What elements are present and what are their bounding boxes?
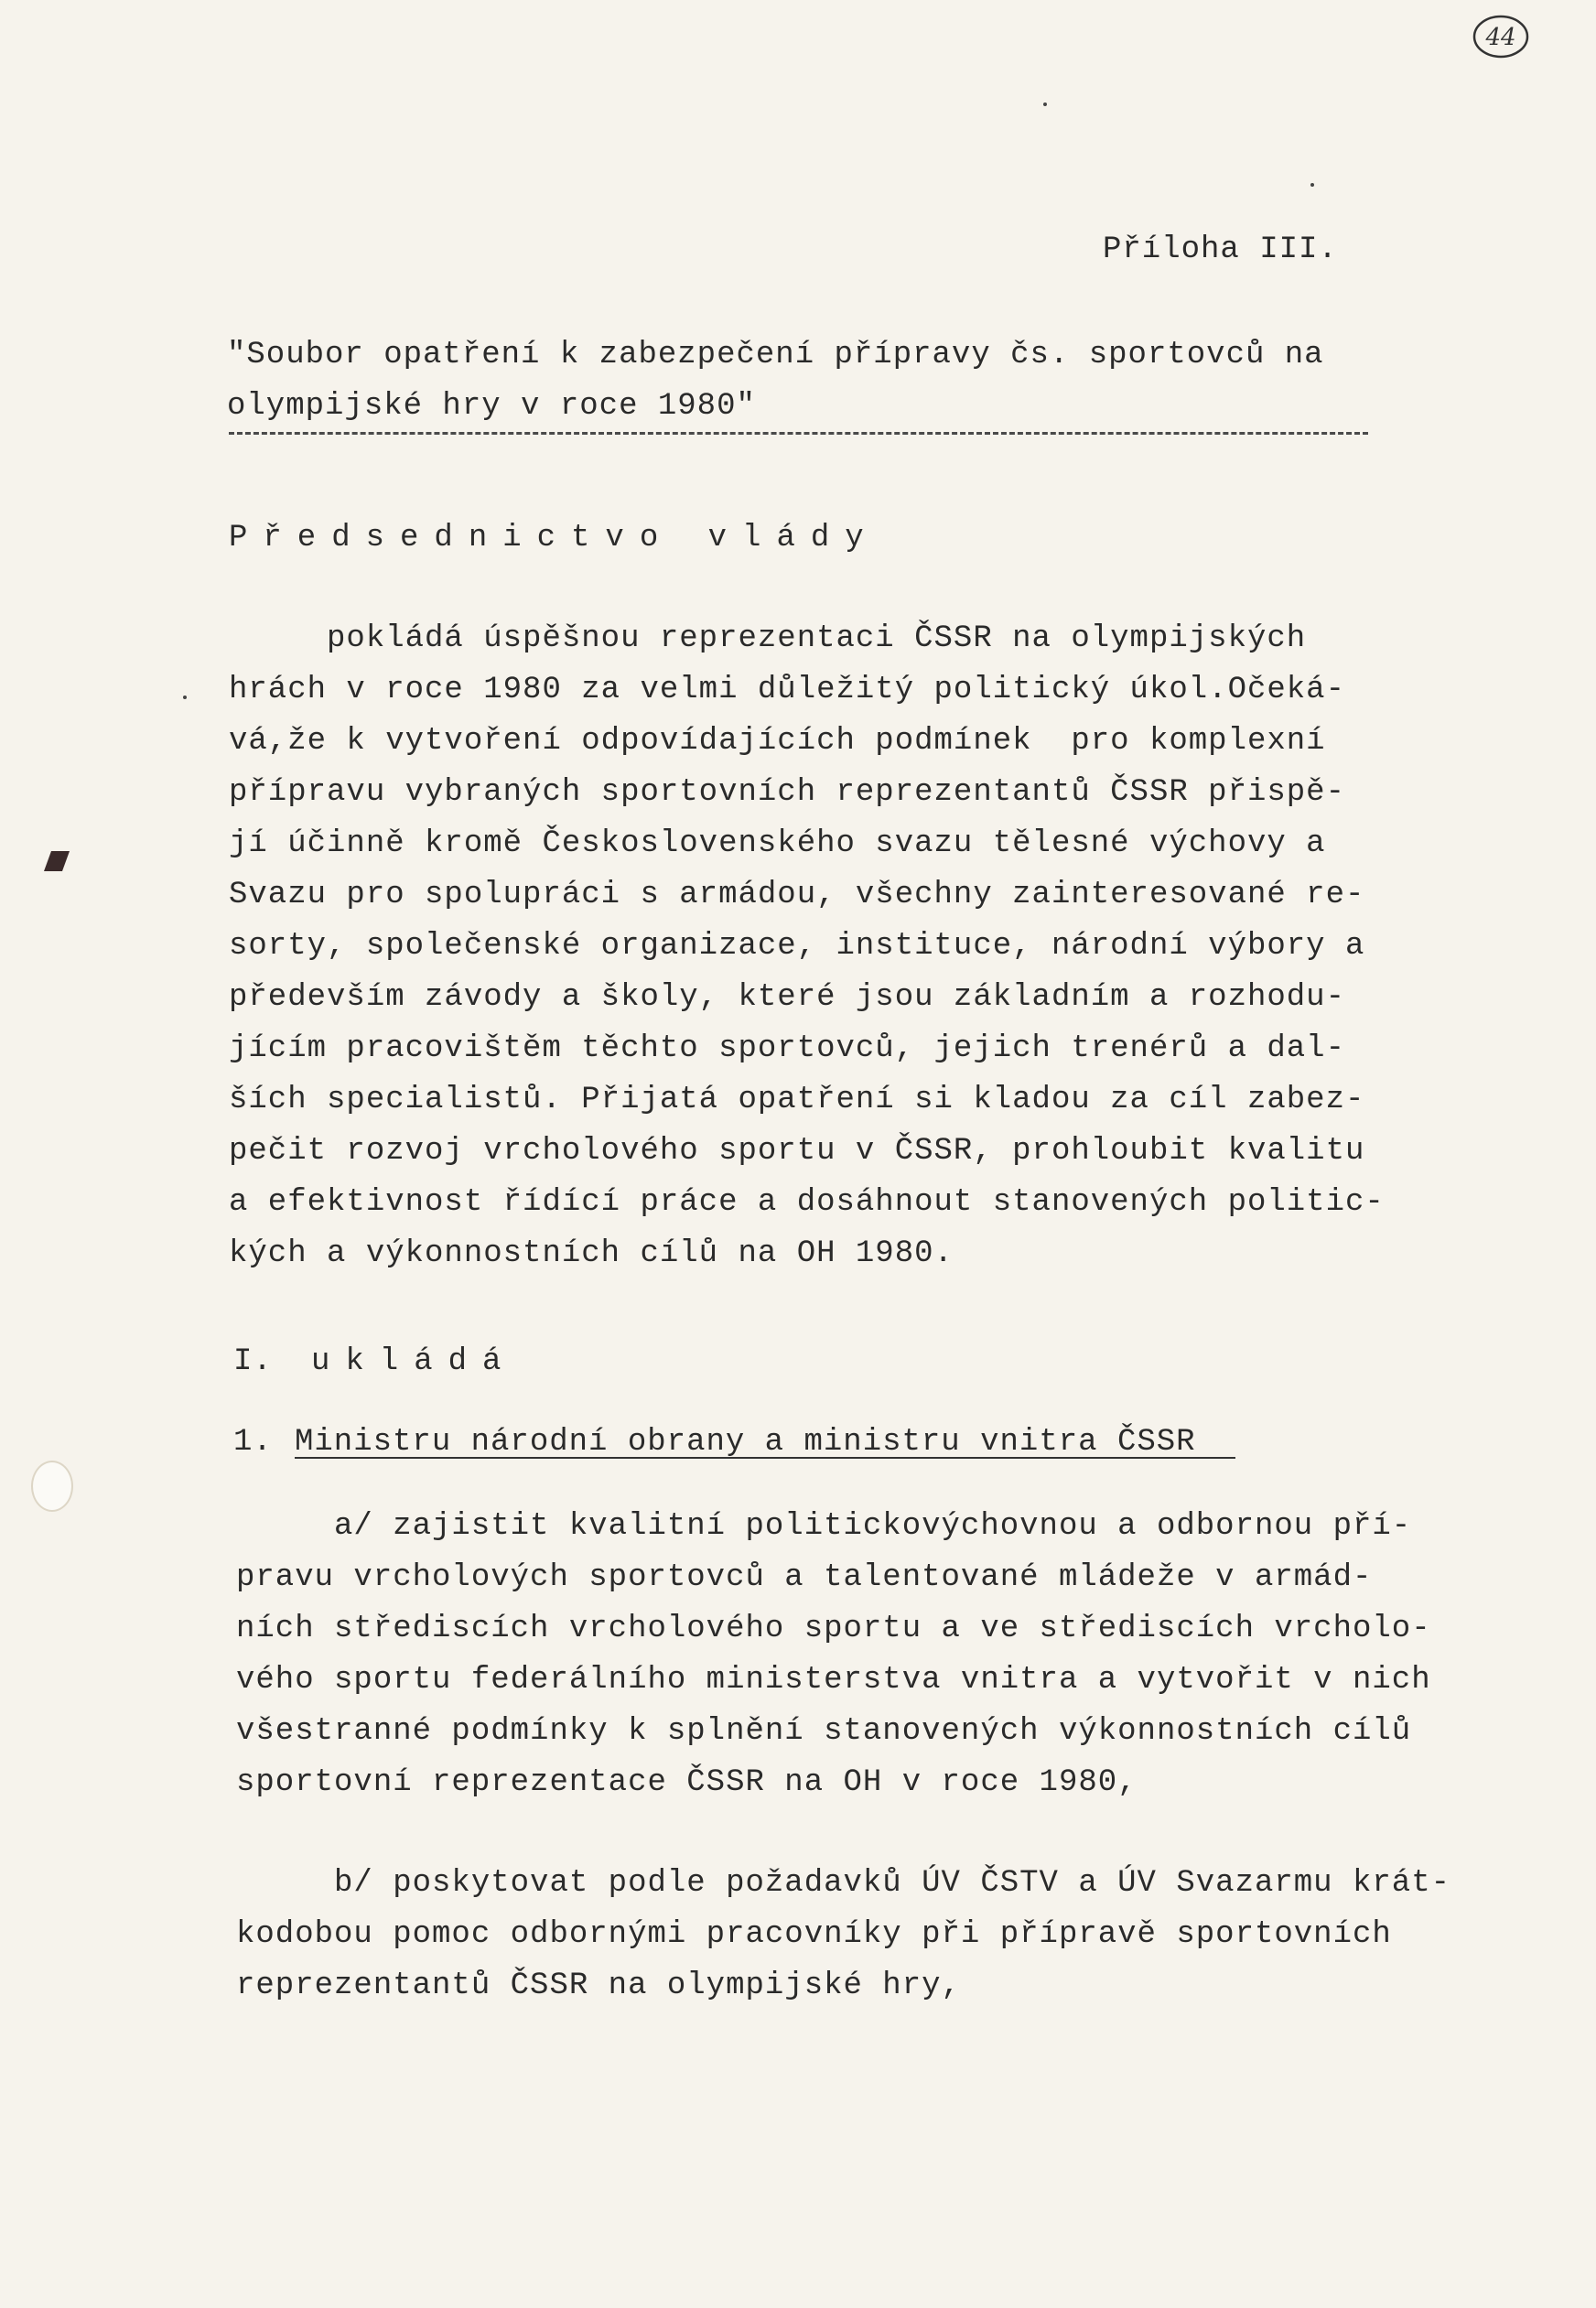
page-number-text: 44 xyxy=(1485,24,1516,51)
point-b-line: b/ poskytovat podle požadavků ÚV ČSTV a ÚV Svazarmu krát- xyxy=(236,1866,1451,1901)
point-a-line: všestranné podmínky k splnění stanovených výkonnostních cílů xyxy=(236,1714,1412,1749)
point-a-line: ních střediscích vrcholového sportu a ve střediscích vrcholo- xyxy=(236,1612,1431,1646)
paragraph-line: Svazu pro spolupráci s armádou, všechny zainteresované re- xyxy=(229,878,1365,912)
paragraph-line: pečit rozvoj vrcholového sportu v ČSSR, prohloubit kvalitu xyxy=(229,1134,1365,1169)
document-title-line-1: "Soubor opatření k zabezpečení přípravy čs. sportovců na xyxy=(227,338,1324,372)
point-a-line: pravu vrcholových sportovců a talentované mládeže v armád- xyxy=(236,1560,1373,1595)
paragraph-line: především závody a školy, které jsou základním a rozhodu- xyxy=(229,980,1345,1015)
page-number-stamp xyxy=(1472,13,1530,60)
body-heading: Předsednictvo vlády xyxy=(229,521,879,555)
speck xyxy=(1310,183,1314,187)
paragraph-line: kých a výkonnostních cílů na OH 1980. xyxy=(229,1236,954,1271)
paragraph-line: ších specialistů. Přijatá opatření si kladou za cíl zabez- xyxy=(229,1083,1365,1117)
paragraph-line: hrách v roce 1980 za velmi důležitý politický úkol.Očeká- xyxy=(229,673,1345,707)
speck xyxy=(183,696,187,699)
point-a-line: vého sportu federálního ministerstva vnitra a vytvořit v nich xyxy=(236,1663,1431,1698)
punch-hole xyxy=(31,1461,73,1512)
paragraph-line: sorty, společenské organizace, instituce, národní výbory a xyxy=(229,929,1365,964)
paragraph-line: a efektivnost řídící práce a dosáhnout stanovených politic- xyxy=(229,1185,1385,1220)
margin-mark xyxy=(44,851,70,871)
point-a-line: a/ zajistit kvalitní politickovýchovnou a odbornou pří- xyxy=(236,1509,1412,1544)
title-dashed-rule xyxy=(229,432,1368,435)
point-b-line: reprezentantů ČSSR na olympijské hry, xyxy=(236,1968,961,2003)
paragraph-line: pokládá úspěšnou reprezentaci ČSSR na olympijských xyxy=(229,621,1307,656)
document-title-line-2: olympijské hry v roce 1980" xyxy=(227,389,756,424)
annex-label: Příloha III. xyxy=(1103,232,1338,267)
point-b-line: kodobou pomoc odbornými pracovníky při přípravě sportovních xyxy=(236,1917,1392,1952)
point-a-line: sportovní reprezentace ČSSR na OH v roce 1980, xyxy=(236,1765,1138,1800)
section-number: I. xyxy=(233,1344,273,1379)
paragraph-line: přípravu vybraných sportovních reprezentantů ČSSR přispě- xyxy=(229,775,1345,810)
paragraph-line: jícím pracovištěm těchto sportovců, jejich trenérů a dal- xyxy=(229,1031,1345,1066)
paragraph-line: vá,že k vytvoření odpovídajících podmínek pro komplexní xyxy=(229,724,1326,759)
section-verb: ukládá xyxy=(311,1344,517,1379)
item-number: 1. xyxy=(233,1425,273,1460)
paragraph-line: jí účinně kromě Československého svazu tělesné výchovy a xyxy=(229,826,1326,861)
addressee-underline xyxy=(295,1457,1235,1459)
item-addressee: Ministru národní obrany a ministru vnitra ČSSR xyxy=(295,1425,1196,1460)
speck xyxy=(1043,102,1047,106)
